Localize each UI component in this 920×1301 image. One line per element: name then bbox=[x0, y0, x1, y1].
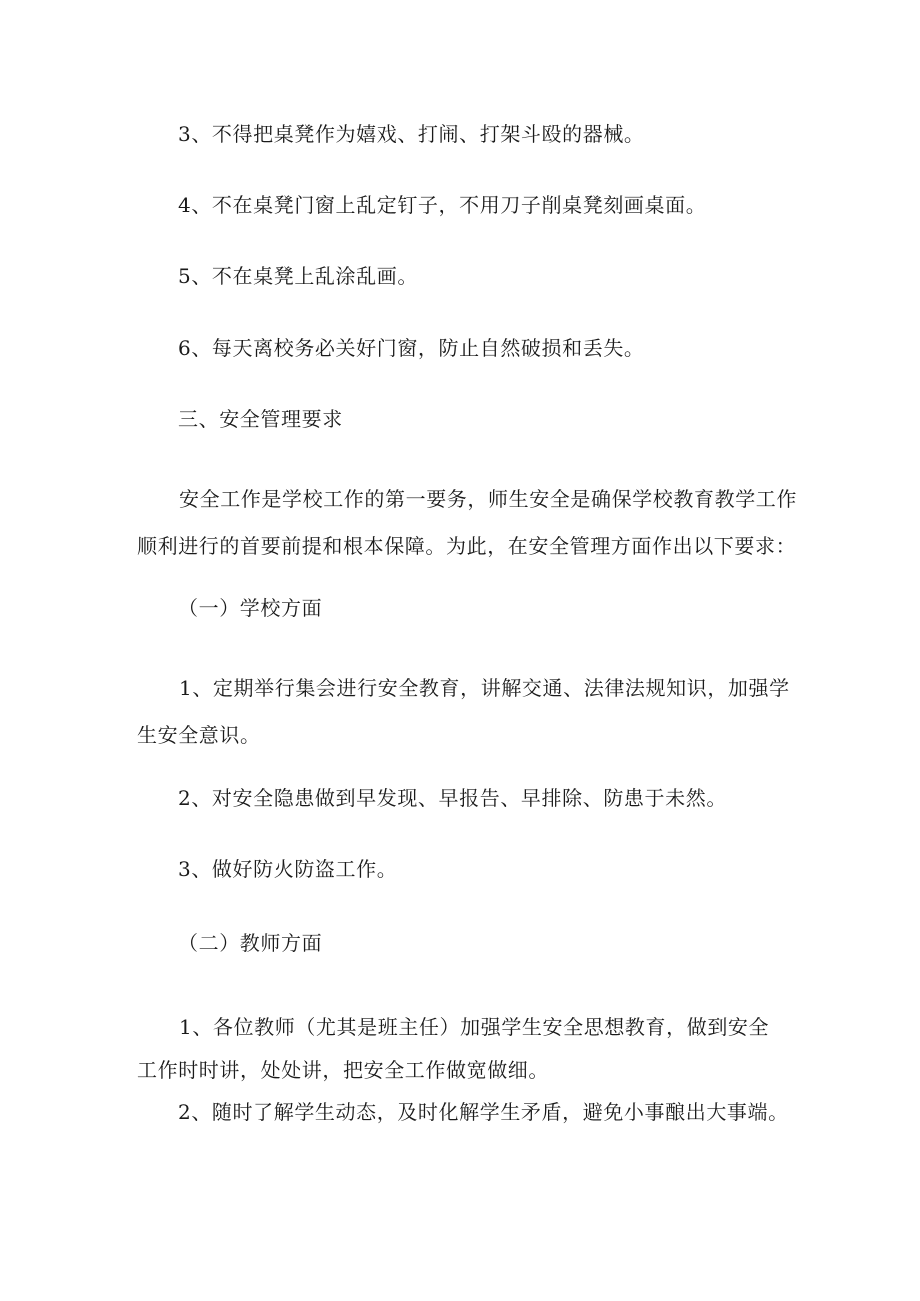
teacher-item-1-paragraph bbox=[137, 1006, 769, 1092]
school-item-2: 2、对安全隐患做到早发现、早报告、早排除、防患于未然。 bbox=[178, 786, 727, 810]
teacher-item-2: 2、随时了解学生动态，及时化解学生矛盾，避免小事酿出大事端。 bbox=[178, 1100, 789, 1124]
school-item-3: 3、做好防火防盗工作。 bbox=[178, 857, 398, 881]
section-heading-safety: 三、安全管理要求 bbox=[178, 407, 343, 431]
rule-item-3: 3、不得把桌凳作为嬉戏、打闹、打架斗殴的器械。 bbox=[178, 122, 645, 146]
rule-item-5: 5、不在桌凳上乱涂乱画。 bbox=[178, 264, 418, 288]
section-intro-paragraph bbox=[137, 476, 797, 570]
subsection-heading-teacher: （二）教师方面 bbox=[178, 931, 323, 955]
intro-line-1: 安全工作是学校工作的第一要务，师生安全是确保学校教育教学工作 bbox=[179, 487, 797, 511]
school-item-1-paragraph bbox=[137, 665, 790, 759]
teacher-item-1-line-1: 1、各位教师（尤其是班主任）加强学生安全思想教育，做到安全 bbox=[179, 1015, 770, 1039]
rule-item-6: 6、每天离校务必关好门窗，防止自然破损和丢失。 bbox=[178, 336, 645, 360]
subsection-heading-school: （一）学校方面 bbox=[178, 596, 323, 620]
intro-line-2: 顺利进行的首要前提和根本保障。为此，在安全管理方面作出以下要求： bbox=[137, 534, 797, 558]
school-item-1-line-1: 1、定期举行集会进行安全教育，讲解交通、法律法规知识，加强学 bbox=[179, 676, 790, 700]
teacher-item-1-line-2: 工作时时讲，处处讲，把安全工作做宽做细。 bbox=[137, 1058, 549, 1082]
school-item-1-line-2: 生安全意识。 bbox=[137, 723, 261, 747]
rule-item-4: 4、不在桌凳门窗上乱定钉子，不用刀子削桌凳刻画桌面。 bbox=[178, 193, 707, 217]
